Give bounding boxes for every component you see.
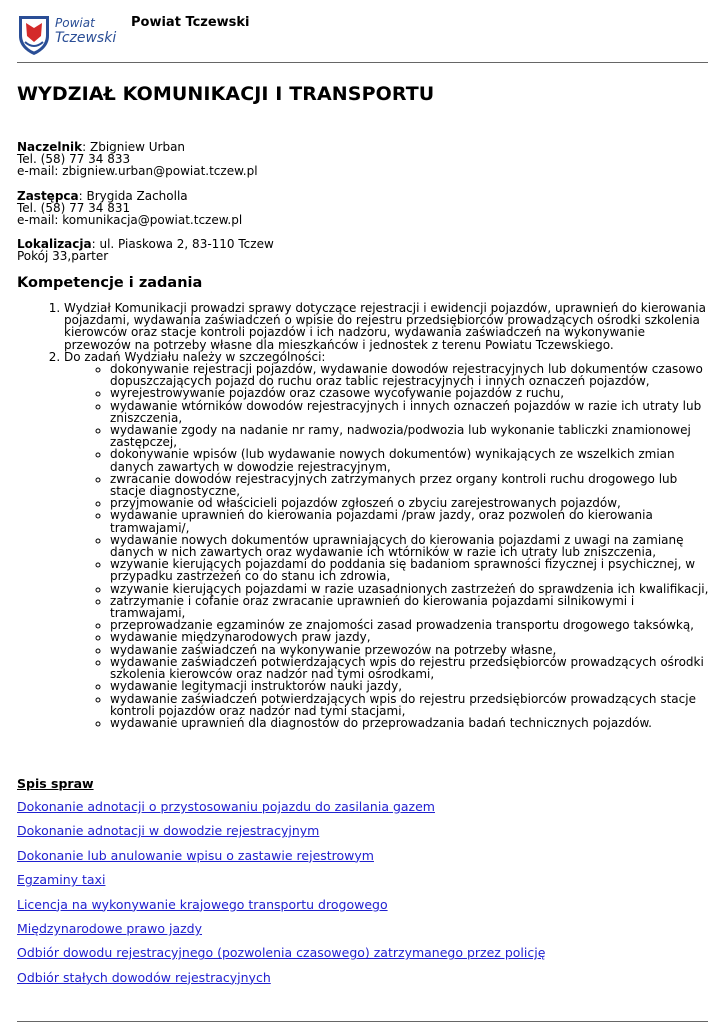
case-link[interactable]: Licencja na wykonywanie krajowego transportu drogowego: [17, 896, 388, 912]
task-item: ◦ wydawanie międzynarodowych praw jazdy,: [110, 631, 711, 643]
task-item: ◦ wydawanie uprawnień dla diagnostów do przeprowadzania badań technicznych pojazdów.: [110, 717, 711, 729]
head-role: Naczelnik: [17, 140, 83, 154]
task-item: ◦ dokonywanie wpisów (lub wydawanie nowych dokumentów) wynikających ze wszelkich zmian danych zawartych w dowodzie rejestracyjnym,: [110, 448, 711, 472]
case-link[interactable]: Odbiór stałych dowodów rejestracyjnych: [17, 969, 271, 985]
footer-divider: [17, 1021, 708, 1022]
task-item: ◦ wzywanie kierujących pojazdami w razie uzasadnionych zastrzeżeń do sprawdzenia ich kwalifikacji,: [110, 583, 711, 595]
cases-heading: Spis spraw: [17, 776, 94, 791]
coat-of-arms-icon: [17, 14, 51, 56]
head-contact: Naczelnik: Zbigniew Urban Tel. (58) 77 34 833 e-mail: zbigniew.urban@powiat.tczew.pl: [17, 141, 274, 178]
competences-list: [17, 302, 711, 729]
cases-links: [17, 800, 545, 995]
competence-item-2-text: Do zadań Wydziału należy w szczególności:: [64, 349, 326, 364]
competences-heading: Kompetencje i zadania: [17, 275, 203, 291]
case-link[interactable]: Dokonanie lub anulowanie wpisu o zastawie rejestrowym: [17, 847, 374, 863]
deputy-role: Zastępca: [17, 188, 79, 203]
task-item: ◦ przyjmowanie od właścicieli pojazdów zgłoszeń o zbyciu zarejestrowanych pojazdów,: [110, 497, 711, 509]
site-name: Powiat Tczewski: [131, 15, 250, 30]
task-item: ◦ wyrejestrowywanie pojazdów oraz czasowe wycofywanie pojazdów z ruchu,: [110, 387, 711, 399]
task-item: ◦ wydawanie wtórników dowodów rejestracyjnych i innych oznaczeń pojazdów w razie ich utraty lub zniszczenia,: [110, 400, 711, 424]
task-item: ◦ wydawanie zaświadczeń potwierdzających wpis do rejestru przedsiębiorców prowadzących stacje kontroli pojazdów oraz nadzór nad tymi stacjami,: [110, 693, 711, 717]
task-item: ◦ przeprowadzanie egzaminów ze znajomości zasad prowadzenia transportu drogowego taksówką,: [110, 619, 711, 631]
contact-section: [17, 141, 274, 275]
head-email: e-mail: zbigniew.urban@powiat.tczew.pl: [17, 164, 258, 179]
tasks-sublist: [64, 363, 711, 729]
powiat-logo[interactable]: [17, 14, 117, 58]
competence-item-1-text: Wydział Komunikacji prowadzi sprawy dotyczące rejestracji i ewidencji pojazdów, uprawnień do kierowania pojazdami, wydawania zaświadczeń o wpisie do rejestru przedsiębiorców prowadzących ośrodki szkolenia kierowców oraz stacje kontroli pojazdów i ich nadzoru, wydawania zaświadczeń na wykonywanie przewozów na potrzeby własne dla mieszkańców i jednostek z terenu Powiatu Tczewskiego.: [64, 301, 706, 352]
case-link[interactable]: Odbiór dowodu rejestracyjnego (pozwolenia czasowego) zatrzymanego przez policję: [17, 945, 546, 961]
head-name: Zbigniew Urban: [90, 140, 186, 154]
task-item: ◦ zatrzymanie i cofanie oraz zwracanie uprawnień do kierowania pojazdami silnikowymi i tramwajami,: [110, 595, 711, 619]
location-address: ul. Piaskowa 2, 83-110 Tczew: [99, 237, 274, 252]
logo-text-line2: Tczewski: [55, 30, 117, 46]
case-link[interactable]: Dokonanie adnotacji w dowodzie rejestracyjnym: [17, 823, 320, 839]
task-item: ◦ wydawanie uprawnień do kierowania pojazdami /praw jazdy, oraz pozwoleń do kierowania tramwajami/,: [110, 509, 711, 533]
location-block: Lokalizacja: ul. Piaskowa 2, 83-110 Tczew Pokój 33,parter: [17, 237, 274, 264]
head-phone: Tel. (58) 77 34 833: [17, 152, 131, 167]
task-item: ◦ wydawanie zaświadczeń potwierdzających wpis do rejestru przedsiębiorców prowadzących ośrodki szkolenia kierowców oraz nadzór nad tymi ośrodkami,: [110, 656, 711, 680]
header-divider: [17, 62, 708, 63]
page-header: [17, 14, 708, 62]
task-item: ◦ wydawanie zaświadczeń na wykonywanie przewozów na potrzeby własne,: [110, 644, 711, 656]
competence-item-1: [64, 302, 711, 351]
case-link[interactable]: Egzaminy taxi: [17, 872, 106, 888]
deputy-contact: Zastępca: Brygida Zacholla Tel. (58) 77 34 831 e-mail: komunikacja@powiat.tczew.pl: [17, 190, 274, 227]
task-item: ◦ wzywanie kierujących pojazdami do poddania się badaniom sprawności fizycznej i psychicznej, w przypadku zastrzeżeń co do stanu ich zdrowia,: [110, 558, 711, 582]
task-item: ◦ wydawanie zgody na nadanie nr ramy, nadwozia/podwozia lub wykonanie tabliczki znamionowej zastępczej,: [110, 424, 711, 448]
case-link[interactable]: Międzynarodowe prawo jazdy: [17, 920, 203, 936]
location-label: Lokalizacja: [17, 237, 92, 252]
deputy-email: e-mail: komunikacja@powiat.tczew.pl: [17, 213, 243, 228]
logo-text-line1: Powiat: [55, 16, 95, 30]
competence-item-2: [64, 351, 711, 729]
task-item: ◦ dokonywanie rejestracji pojazdów, wydawanie dowodów rejestracyjnych lub dokumentów czasowo dopuszczających pojazd do ruchu oraz tablic rejestracyjnych i innych oznaczeń pojazdów,: [110, 363, 711, 387]
task-item: ◦ wydawanie legitymacji instruktorów nauki jazdy,: [110, 680, 711, 692]
task-item: ◦ wydawanie nowych dokumentów uprawniających do kierowania pojazdami z uwagi na zamianę danych w nich zawartych oraz wydawanie ich wtórników w razie ich utraty lub zniszczenia,: [110, 534, 711, 558]
location-room: Pokój 33,parter: [17, 249, 109, 264]
deputy-phone: Tel. (58) 77 34 831: [17, 200, 131, 215]
page-title: WYDZIAŁ KOMUNIKACJI I TRANSPORTU: [17, 83, 435, 105]
case-link[interactable]: Dokonanie adnotacji o przystosowaniu pojazdu do zasilania gazem: [17, 799, 435, 814]
deputy-name: Brygida Zacholla: [86, 188, 188, 203]
task-item: ◦ zwracanie dowodów rejestracyjnych zatrzymanych przez organy kontroli ruchu drogowego lub stacje diagnostyczne,: [110, 473, 711, 497]
